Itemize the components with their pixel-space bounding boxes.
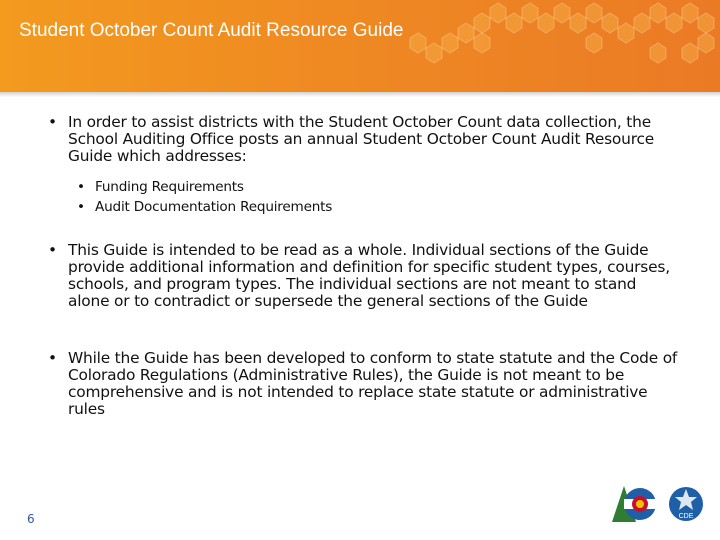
bullet-marker: •: [77, 179, 85, 195]
banner-shadow: [0, 92, 720, 97]
bullet-marker: •: [48, 241, 57, 259]
cde-logo-label: CDE: [678, 513, 694, 520]
bullet-marker: •: [48, 349, 57, 367]
bullet-marker: •: [48, 113, 57, 131]
sub-bullet-list: [77, 177, 678, 217]
bullet-marker: •: [77, 199, 85, 215]
sub-bullet-item: [77, 197, 678, 217]
page-number: 6: [27, 512, 35, 526]
slide-body: [48, 114, 678, 418]
sub-bullet-item: [77, 177, 678, 197]
bullet-text: While the Guide has been developed to conform to state statute and the Code of Colorado Regulations (Administrative Rules), the Guide is not meant to be comprehensive and is not intended to replace state statute or administrative rules: [68, 349, 678, 418]
sub-bullet-text: Audit Documentation Requirements: [95, 199, 333, 215]
hexagon-pattern-decoration: [390, 0, 720, 92]
bullet-item-1: [48, 114, 678, 165]
bullet-text: In order to assist districts with the Student October Count data collection, the School Auditing Office posts an annual Student October Count Audit Resource Guide which addresses:: [68, 113, 655, 165]
title-banner: [0, 0, 720, 92]
colorado-cde-logos: [610, 482, 710, 526]
slide-title: Student October Count Audit Resource Guide: [19, 20, 404, 41]
cde-logo-icon: [669, 487, 703, 521]
sub-bullet-text: Funding Requirements: [95, 179, 244, 195]
bullet-text: This Guide is intended to be read as a whole. Individual sections of the Guide provide additional information and definition for specific student types, courses, schools, and program types. The individual sections are not meant to stand alone or to contradict or supersede the general sections of the Guide: [68, 241, 670, 310]
colorado-flag-logo-icon: [612, 486, 656, 522]
bullet-item-2: [48, 242, 678, 310]
bullet-item-3: [48, 350, 678, 418]
